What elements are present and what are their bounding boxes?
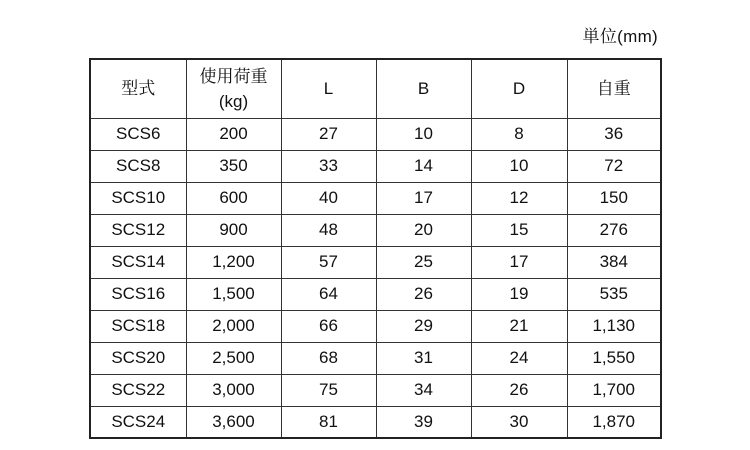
table-row: [90, 374, 661, 406]
header-b: [376, 59, 471, 118]
header-d-text: D: [512, 79, 526, 99]
cell-b: 31: [376, 342, 471, 374]
cell-d: 12: [471, 182, 567, 214]
cell-b: 34: [376, 374, 471, 406]
cell-weight: 1,700: [567, 374, 661, 406]
table-row: [90, 214, 661, 246]
cell-l: 68: [281, 342, 376, 374]
cell-model: SCS20: [90, 342, 186, 374]
cell-weight: 384: [567, 246, 661, 278]
cell-working-load: 600: [186, 182, 281, 214]
cell-b: 14: [376, 150, 471, 182]
cell-weight: 276: [567, 214, 661, 246]
cell-d: 8: [471, 118, 567, 150]
cell-weight: 1,550: [567, 342, 661, 374]
cell-model: SCS24: [90, 406, 186, 438]
header-weight-text: 自重: [596, 79, 631, 99]
cell-l: 57: [281, 246, 376, 278]
cell-b: 25: [376, 246, 471, 278]
cell-l: 48: [281, 214, 376, 246]
table-header: [90, 59, 661, 118]
header-working-load-unit: (kg): [218, 91, 249, 111]
table-row: [90, 246, 661, 278]
cell-working-load: 1,200: [186, 246, 281, 278]
cell-d: 26: [471, 374, 567, 406]
table-row: [90, 182, 661, 214]
cell-model: SCS8: [90, 150, 186, 182]
cell-l: 33: [281, 150, 376, 182]
cell-model: SCS12: [90, 214, 186, 246]
cell-b: 26: [376, 278, 471, 310]
cell-working-load: 2,000: [186, 310, 281, 342]
table-row: [90, 342, 661, 374]
header-working-load-text: 使用荷重: [199, 66, 268, 86]
cell-b: 10: [376, 118, 471, 150]
cell-l: 66: [281, 310, 376, 342]
cell-weight: 36: [567, 118, 661, 150]
cell-d: 19: [471, 278, 567, 310]
table-row: [90, 150, 661, 182]
header-b-text: B: [417, 79, 430, 99]
cell-working-load: 2,500: [186, 342, 281, 374]
spec-table: [89, 58, 662, 439]
table-body: [90, 118, 661, 438]
cell-l: 75: [281, 374, 376, 406]
cell-working-load: 1,500: [186, 278, 281, 310]
cell-model: SCS18: [90, 310, 186, 342]
cell-d: 17: [471, 246, 567, 278]
table-row: [90, 406, 661, 438]
cell-working-load: 350: [186, 150, 281, 182]
cell-weight: 1,130: [567, 310, 661, 342]
cell-d: 21: [471, 310, 567, 342]
cell-b: 20: [376, 214, 471, 246]
cell-d: 10: [471, 150, 567, 182]
cell-model: SCS22: [90, 374, 186, 406]
header-model-text: 型式: [121, 79, 156, 99]
cell-d: 24: [471, 342, 567, 374]
cell-model: SCS14: [90, 246, 186, 278]
cell-model: SCS6: [90, 118, 186, 150]
cell-working-load: 900: [186, 214, 281, 246]
cell-weight: 1,870: [567, 406, 661, 438]
cell-l: 81: [281, 406, 376, 438]
cell-b: 17: [376, 182, 471, 214]
unit-label: 単位(mm): [582, 27, 658, 46]
cell-working-load: 3,600: [186, 406, 281, 438]
header-l-text: L: [323, 79, 334, 99]
cell-l: 27: [281, 118, 376, 150]
table-row: [90, 278, 661, 310]
cell-l: 40: [281, 182, 376, 214]
cell-weight: 535: [567, 278, 661, 310]
cell-b: 39: [376, 406, 471, 438]
cell-weight: 150: [567, 182, 661, 214]
cell-d: 15: [471, 214, 567, 246]
cell-b: 29: [376, 310, 471, 342]
header-row: [90, 59, 661, 118]
cell-model: SCS16: [90, 278, 186, 310]
cell-working-load: 200: [186, 118, 281, 150]
cell-d: 30: [471, 406, 567, 438]
cell-working-load: 3,000: [186, 374, 281, 406]
cell-l: 64: [281, 278, 376, 310]
header-d: [471, 59, 567, 118]
cell-model: SCS10: [90, 182, 186, 214]
header-l: [281, 59, 376, 118]
header-model: [90, 59, 186, 118]
table-row: [90, 310, 661, 342]
table-row: [90, 118, 661, 150]
header-working-load: [186, 59, 281, 118]
cell-weight: 72: [567, 150, 661, 182]
header-weight: [567, 59, 661, 118]
